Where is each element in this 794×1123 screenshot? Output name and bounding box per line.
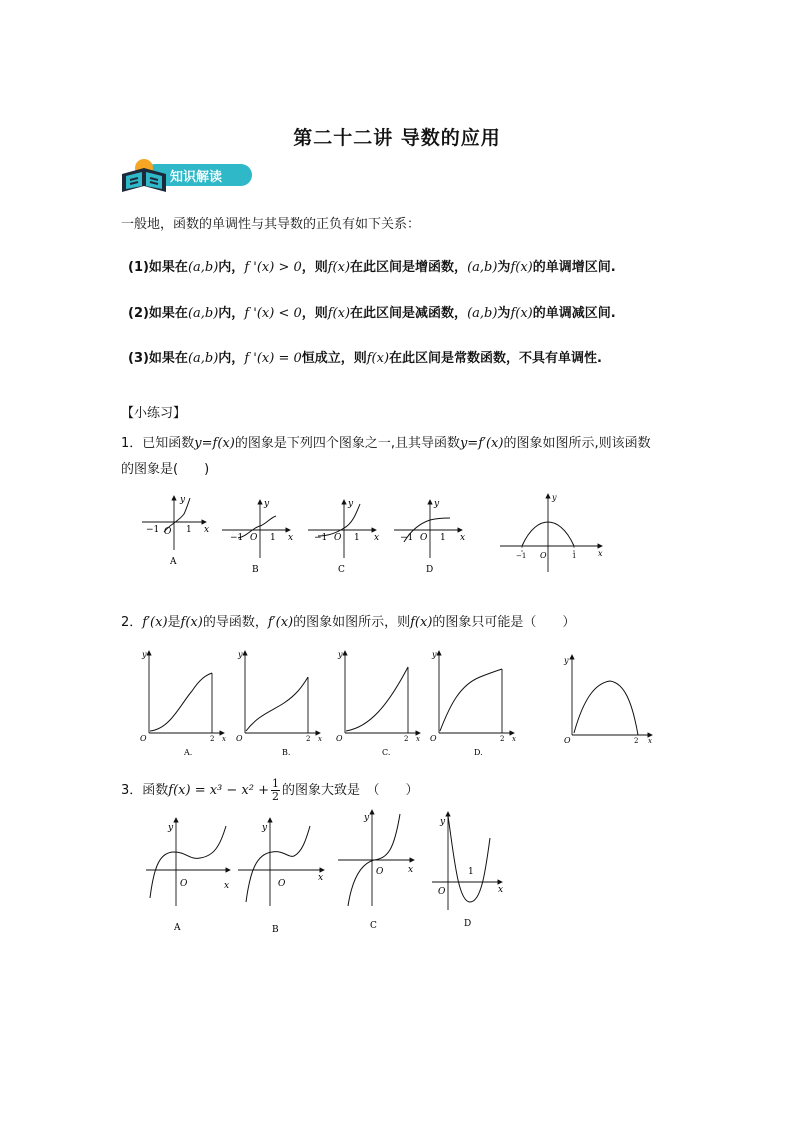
svg-text:y: y <box>434 499 440 509</box>
svg-text:x: x <box>598 549 603 558</box>
question-1-line-2: 的图象是( ) <box>121 462 210 477</box>
q3-c-label: C <box>370 921 377 931</box>
svg-text:O: O <box>438 887 446 897</box>
svg-text:2: 2 <box>404 735 409 743</box>
svg-text:−1: −1 <box>400 533 414 543</box>
q1-a-neg1: −1 <box>146 525 160 535</box>
question-2-figures <box>140 645 660 760</box>
q1-option-c-graph <box>308 499 379 575</box>
q3-b-label: B <box>272 925 279 935</box>
q3-option-d-graph <box>432 812 503 929</box>
q3-option-c-graph <box>338 810 414 931</box>
svg-text:x: x <box>318 735 322 743</box>
svg-text:2: 2 <box>306 735 311 743</box>
svg-text:O: O <box>376 867 384 877</box>
question-2: 2．f′(x)是f(x)的导函数，f′(x)的图象如图所示，则f(x)的图象只可能是（ ） <box>121 615 576 630</box>
svg-text:x: x <box>318 873 324 883</box>
q2-option-c-graph <box>336 650 420 757</box>
q1-derivative-graph <box>500 493 603 572</box>
book-icon <box>118 156 174 196</box>
intro-text: 一般地，函数的单调性与其导数的正负有如下关系： <box>121 217 421 232</box>
svg-text:x: x <box>288 533 294 543</box>
svg-text:x: x <box>374 533 380 543</box>
q2-option-d-graph <box>430 650 516 757</box>
q2-derivative-graph <box>563 655 652 745</box>
svg-text:y: y <box>142 650 147 659</box>
q3-option-b-graph <box>238 818 324 935</box>
svg-text:1: 1 <box>572 552 577 560</box>
q1-a-one: 1 <box>186 525 192 535</box>
svg-text:O: O <box>278 879 286 889</box>
q2-option-b-graph <box>236 650 322 757</box>
q1-option-a-graph <box>142 495 209 567</box>
question-3-figures <box>138 806 518 936</box>
svg-text:2: 2 <box>210 735 215 743</box>
q1-a-origin: O <box>164 527 172 537</box>
svg-text:O: O <box>336 734 343 743</box>
svg-text:x: x <box>498 885 504 895</box>
q2-a-label: A. <box>184 748 193 757</box>
rule-1: (1)如果在(a,b)内，f '(x) > 0，则f(x)在此区间是增函数，(a,b)为f(x)的单调增区间. <box>128 260 616 275</box>
badge-label: 知识解读 <box>170 170 223 185</box>
section-heading: 【小练习】 <box>121 406 187 421</box>
svg-text:1: 1 <box>440 533 446 543</box>
q2-d-label: D. <box>474 748 483 757</box>
q1-a-label: A <box>170 557 177 567</box>
svg-text:O: O <box>420 533 428 543</box>
q2-option-a-graph <box>140 650 226 757</box>
q3-d-label: D <box>464 919 472 929</box>
svg-text:2: 2 <box>500 735 505 743</box>
svg-text:O: O <box>250 533 258 543</box>
q3-a-label: A <box>174 923 181 933</box>
svg-text:y: y <box>432 650 437 659</box>
svg-text:x: x <box>222 735 226 743</box>
q1-option-b-graph <box>222 499 293 575</box>
svg-text:y: y <box>364 813 370 823</box>
svg-text:x: x <box>416 735 420 743</box>
svg-text:O: O <box>430 734 437 743</box>
svg-text:1: 1 <box>270 533 276 543</box>
svg-text:y: y <box>338 650 343 659</box>
svg-text:O: O <box>140 734 147 743</box>
question-3: 3．函数f(x) = x³ − x² + $\frac{1}{2}$ 的图象大致是 （ ） <box>121 777 419 803</box>
svg-text:2: 2 <box>634 737 639 745</box>
svg-text:O: O <box>540 551 547 560</box>
svg-text:y: y <box>264 499 270 509</box>
question-1-figures <box>138 492 618 578</box>
svg-text:−1: −1 <box>314 533 328 543</box>
q3-option-a-graph <box>146 818 230 933</box>
svg-text:x: x <box>408 865 414 875</box>
rule-3: (3)如果在(a,b)内，f '(x) = 0恒成立，则f(x)在此区间是常数函数，不具有单调性. <box>128 351 602 366</box>
svg-text:1: 1 <box>468 867 474 877</box>
q1-a-x-label: x <box>204 525 210 535</box>
svg-text:O: O <box>180 879 188 889</box>
svg-text:y: y <box>564 656 569 665</box>
svg-text:x: x <box>460 533 466 543</box>
svg-text:−1: −1 <box>230 533 244 543</box>
svg-text:O: O <box>236 734 243 743</box>
svg-text:y: y <box>238 650 243 659</box>
q2-b-label: B. <box>282 748 291 757</box>
svg-text:y: y <box>552 493 557 502</box>
svg-text:x: x <box>648 737 652 745</box>
page-title: 第二十二讲 导数的应用 <box>293 127 501 149</box>
fraction-one-half: $\frac{1}{2}$ <box>272 777 279 803</box>
svg-text:O: O <box>564 736 571 745</box>
q1-b-label: B <box>252 565 259 575</box>
q2-c-label: C. <box>382 748 391 757</box>
svg-text:y: y <box>168 823 174 833</box>
knowledge-badge <box>118 156 254 196</box>
q1-d-label: D <box>426 565 434 575</box>
svg-text:−1: −1 <box>516 552 527 560</box>
q1-option-d-graph <box>394 499 465 575</box>
svg-text:x: x <box>512 735 516 743</box>
svg-text:y: y <box>440 817 446 827</box>
svg-text:x: x <box>224 881 230 891</box>
question-1-line-1: 1．已知函数y=f(x)的图象是下列四个图象之一,且其导函数y=f′(x)的图象如图所示,则该函数 <box>121 436 651 451</box>
rule-2: (2)如果在(a,b)内，f '(x) < 0，则f(x)在此区间是减函数，(a,b)为f(x)的单调减区间. <box>128 306 616 321</box>
q1-c-label: C <box>338 565 345 575</box>
svg-text:y: y <box>262 823 268 833</box>
svg-text:O: O <box>334 533 342 543</box>
svg-text:y: y <box>348 499 354 509</box>
q1-a-y-label: y <box>180 495 186 505</box>
svg-text:1: 1 <box>354 533 360 543</box>
